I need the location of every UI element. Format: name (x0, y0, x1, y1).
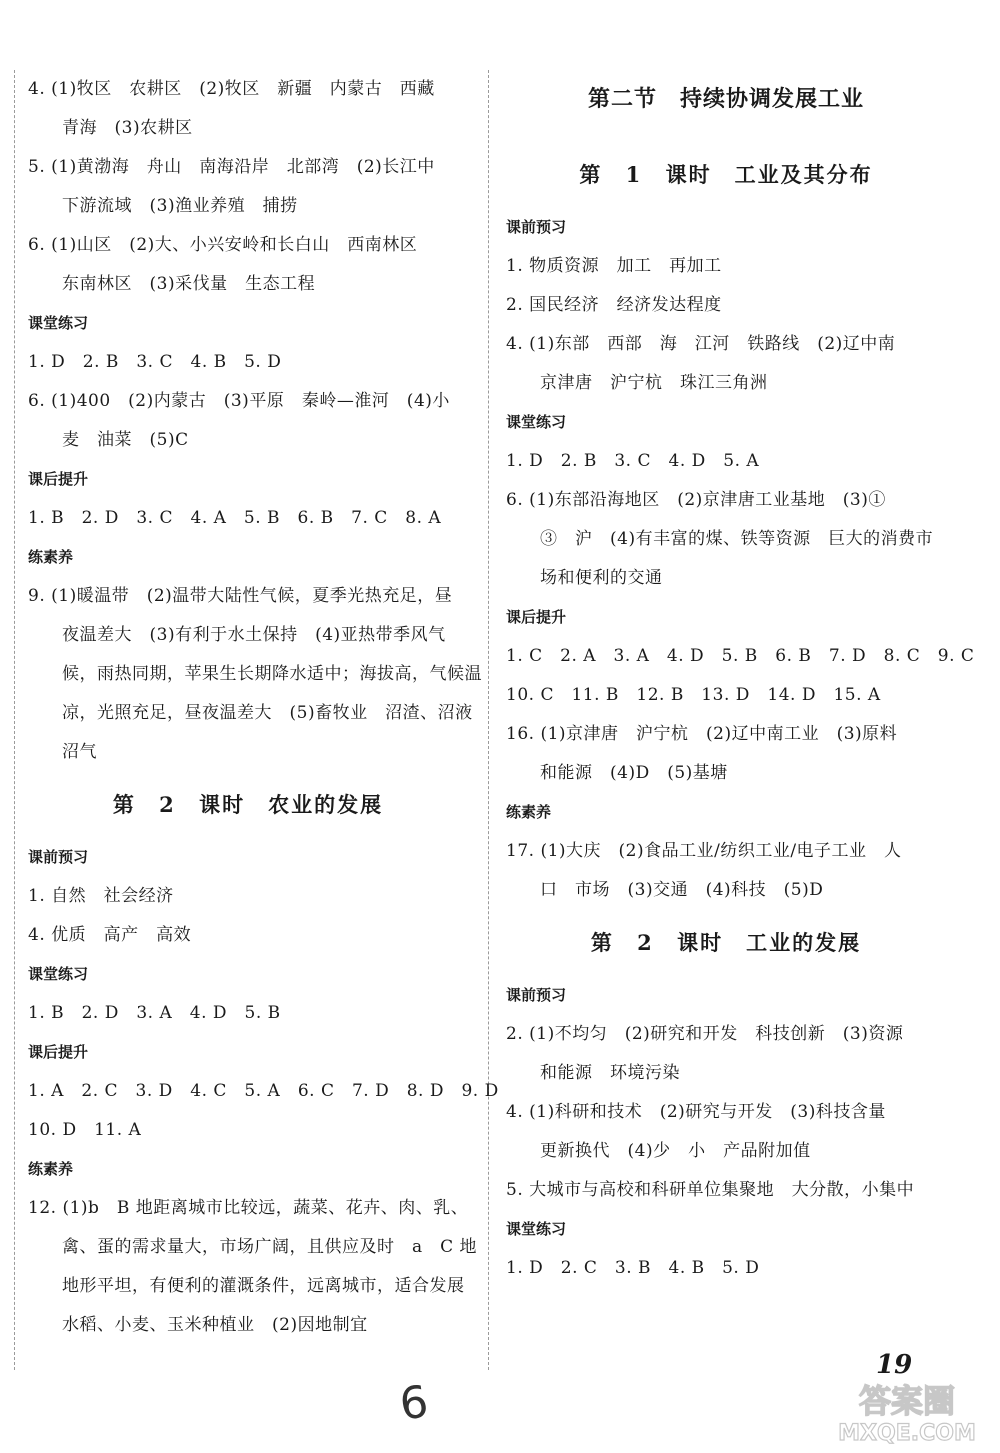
section-label-kehou: 课后提升 (28, 1043, 89, 1061)
section-label-kehou: 课后提升 (506, 608, 567, 626)
answer-line: 2. 国民经济 经济发达程度 (506, 295, 722, 315)
handwritten-mark: 6 (396, 1376, 432, 1431)
answer-line: 1. B 2. D 3. C 4. A 5. B 6. B 7. C 8. A (28, 508, 442, 528)
answer-line: 4. (1)东部 西部 海 江河 铁路线 (2)辽中南 (506, 334, 896, 354)
answer-line: 1. B 2. D 3. A 4. D 5. B (28, 1003, 281, 1023)
answer-line: 禽、蛋的需求量大，市场广阔，且供应及时 a C 地 (62, 1237, 478, 1257)
answer-line: 青海 (3)农耕区 (62, 118, 193, 138)
answer-line: 地形平坦，有便利的灌溉条件，远离城市，适合发展 (62, 1276, 465, 1296)
section-label-ketang: 课堂练习 (506, 1220, 567, 1238)
answer-line: 夜温差大 (3)有利于水土保持 (4)亚热带季风气 (62, 625, 446, 645)
watermark-text: 答案圈 (858, 1382, 956, 1420)
answer-line: 下游流域 (3)渔业养殖 捕捞 (62, 196, 298, 216)
answer-line: 5. (1)黄渤海 舟山 南海沿岸 北部湾 (2)长江中 (28, 157, 435, 177)
answer-line: 10. C 11. B 12. B 13. D 14. D 15. A (506, 685, 881, 705)
page-number: 19 (876, 1350, 913, 1380)
answer-line: 10. D 11. A (28, 1120, 142, 1140)
answer-line: 17. (1)大庆 (2)食品工业/纺织工业/电子工业 人 (506, 841, 902, 861)
right-column (506, 70, 975, 1288)
answer-line: 1. D 2. C 3. B 4. B 5. D (506, 1258, 760, 1278)
answer-line: 凉，光照充足，昼夜温差大 (5)畜牧业 沼渣、沼液 (62, 703, 473, 723)
section-label-kehou: 课后提升 (28, 470, 89, 488)
column-divider-dashed-line (488, 70, 489, 1370)
left-margin-dashed-line (14, 70, 15, 1370)
section-title: 第二节 持续协调发展工业 (587, 87, 864, 112)
answer-line: 5. 大城市与高校和科研单位集聚地 大分散，小集中 (506, 1180, 915, 1200)
answer-line: 东南林区 (3)采伐量 生态工程 (62, 274, 316, 294)
lesson-title: 第 2 课时 工业的发展 (590, 930, 862, 955)
answer-line: 12. (1)b B 地距离城市比较远，蔬菜、花卉、肉、乳、 (28, 1198, 469, 1218)
answer-line: 场和便利的交通 (540, 568, 663, 588)
section-label-lian: 练素养 (28, 548, 74, 566)
answer-line: 京津唐 沪宁杭 珠江三角洲 (540, 373, 768, 393)
answer-line: 4. (1)科研和技术 (2)研究与开发 (3)科技含量 (506, 1102, 886, 1122)
section-label-ketang: 课堂练习 (28, 314, 89, 332)
answer-line: 6. (1)山区 (2)大、小兴安岭和长白山 西南林区 (28, 235, 418, 255)
section-label-ketang: 课堂练习 (506, 413, 567, 431)
answer-line: 6. (1)东部沿海地区 (2)京津唐工业基地 (3)① (506, 490, 886, 510)
section-label-lian: 练素养 (28, 1160, 74, 1178)
answer-line: 2. (1)不均匀 (2)研究和开发 科技创新 (3)资源 (506, 1024, 904, 1044)
answer-line: 4. (1)牧区 农耕区 (2)牧区 新疆 内蒙古 西藏 (28, 79, 435, 99)
answer-line: 9. (1)暖温带 (2)温带大陆性气候，夏季光热充足，昼 (28, 586, 453, 606)
answer-line: 16. (1)京津唐 沪宁杭 (2)辽中南工业 (3)原料 (506, 724, 898, 744)
section-label-ketang: 课堂练习 (28, 965, 89, 983)
answer-line: 6. (1)400 (2)内蒙古 (3)平原 秦岭—淮河 (4)小 (28, 391, 450, 411)
answer-line: 1. A 2. C 3. D 4. C 5. A 6. C 7. D 8. D 9. D (28, 1081, 499, 1101)
section-label-keqian: 课前预习 (506, 986, 567, 1004)
answer-line: 4. 优质 高产 高效 (28, 925, 192, 945)
lesson-title: 第 1 课时 工业及其分布 (579, 162, 873, 187)
answer-line: 1. 自然 社会经济 (28, 886, 174, 906)
left-column (28, 70, 499, 1345)
answer-line: 1. D 2. B 3. C 4. D 5. A (506, 451, 760, 471)
section-label-lian: 练素养 (506, 803, 552, 821)
answer-line: 1. D 2. B 3. C 4. B 5. D (28, 352, 282, 372)
watermark-logo (822, 1374, 992, 1448)
answer-line: 1. C 2. A 3. A 4. D 5. B 6. B 7. D 8. C 9. C (506, 646, 975, 666)
section-label-keqian: 课前预习 (28, 848, 89, 866)
answer-line: 麦 油菜 (5)C (62, 430, 189, 450)
answer-line: 和能源 环境污染 (540, 1063, 680, 1083)
answer-line: 和能源 (4)D (5)基塘 (540, 763, 728, 783)
answer-line: 候，雨热同期，苹果生长期降水适中；海拔高，气候温 (62, 664, 482, 684)
lesson-title: 第 2 课时 农业的发展 (112, 792, 384, 817)
watermark-url: MXQE.COM (838, 1421, 976, 1446)
answer-line: 1. 物质资源 加工 再加工 (506, 256, 722, 276)
section-label-keqian: 课前预习 (506, 218, 567, 236)
answer-line: ③ 沪 (4)有丰富的煤、铁等资源 巨大的消费市 (540, 529, 934, 549)
answer-line: 水稻、小麦、玉米种植业 (2)因地制宜 (62, 1315, 368, 1335)
answer-line: 更新换代 (4)少 小 产品附加值 (540, 1141, 811, 1161)
answer-line: 口 市场 (3)交通 (4)科技 (5)D (540, 880, 824, 900)
answer-line: 沼气 (62, 742, 97, 762)
